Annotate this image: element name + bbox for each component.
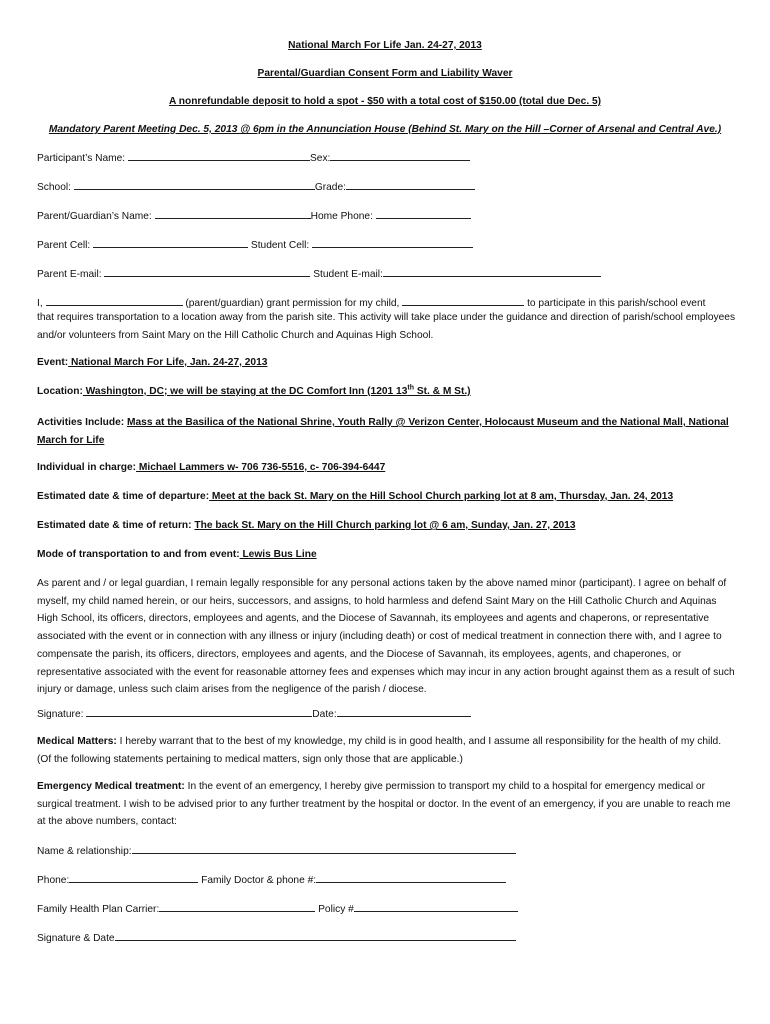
participant-name-field[interactable] <box>128 150 310 161</box>
return-label: Estimated date & time of return: <box>37 520 192 531</box>
health-plan-row <box>37 901 518 915</box>
transport-row <box>37 549 317 560</box>
emergency-treatment <box>37 778 737 831</box>
emergency-label: Emergency Medical treatment: <box>37 781 185 792</box>
incharge-value: Michael Lammers w- 706 736-5516, c- 706-394-6447 <box>136 462 386 473</box>
event-label: Event: <box>37 357 69 368</box>
school-field[interactable] <box>74 179 315 190</box>
name-relationship-row <box>37 843 516 857</box>
signature-date-label: Signature & Date <box>37 933 115 944</box>
location-value <box>83 386 471 397</box>
location-value-a: Washington, DC; we will be staying at the DC Comfort Inn (1201 13 <box>82 386 408 397</box>
medical-matters <box>37 733 737 768</box>
form-subtitle: Parental/Guardian Consent Form and Liability Waver <box>257 68 513 79</box>
emergency-text: In the event of an emergency, I hereby give permission to transport my child to a hospital for emergency medical or surgical treatment. I wish to be advised prior to any further treatment by the hospital or doctor. In the event of an emergency, if you are unable to reach me at the above numbers, contact: <box>37 781 731 827</box>
activities-label: Activities Include: <box>37 417 125 428</box>
date-label: Date: <box>312 709 337 720</box>
transport-label: Mode of transportation to and from event: <box>37 549 240 560</box>
return-row <box>37 520 576 531</box>
family-doctor-label: Family Doctor & phone #: <box>201 875 317 886</box>
name-relationship-label: Name & relationship: <box>37 846 132 857</box>
guardian-permission-field[interactable] <box>46 295 183 306</box>
guardian-name-field[interactable] <box>155 208 311 219</box>
incharge-label: Individual in charge: <box>37 462 137 473</box>
activities-value: Mass at the Basilica of the National Shrine, Youth Rally @ Verizon Center, Holocaust Museum and the National Mall, National March for Life <box>37 417 729 446</box>
permission-mid: (parent/guardian) grant permission for my child, <box>185 298 400 309</box>
cell-row <box>37 237 473 251</box>
event-row <box>37 357 267 368</box>
parent-email-field[interactable] <box>104 266 310 277</box>
parent-cell-field[interactable] <box>93 237 248 248</box>
health-plan-field[interactable] <box>159 901 315 912</box>
school-label: School: <box>37 182 71 193</box>
signature-field[interactable] <box>86 706 312 717</box>
location-label: Location: <box>37 386 83 397</box>
signature-label: Signature: <box>37 709 84 720</box>
signature-row <box>37 706 471 720</box>
location-sup: th <box>407 384 414 392</box>
event-value: National March For Life, Jan. 24-27, 2013 <box>68 357 268 368</box>
policy-field[interactable] <box>354 901 518 912</box>
departure-row <box>37 491 673 502</box>
health-plan-label: Family Health Plan Carrier: <box>37 904 160 915</box>
sex-field[interactable] <box>330 150 470 161</box>
grade-label: Grade: <box>314 182 346 193</box>
permission-i: I, <box>37 298 43 309</box>
permission-text: that requires transportation to a location away from the parish site. This activity will take place under the guidance and direction of parish/school employees and/or volunteers from Saint Mary on the Hill Catholic Church and Aquinas High School. <box>37 312 736 341</box>
liability-waiver-text: As parent and / or legal guardian, I remain legally responsible for any personal actions taken by the above named minor (participant). I agree on behalf of myself, my child named herein, or our heirs, successors, and assigns, to hold harmless and defend Saint Mary on the Hill Catholic Church and Aquinas High School, its officers, directors, employees and agents, and the Diocese of Savannah, its employees and agents and chaperons, or representative associated with the event or in connection with any illness or injury (including death) or cost of medical treatment in connection there with, and I agree to compensate the parish, its officers, directors, employees and agents, and the Diocese of Savannah, its employees, agents, and chaperones, or representative associated with the event for reasonable attorney fees and expenses which may incur in any action brought against them as a result of such injury or damage, unless such claim arises from the negligence of the parish / diocese. <box>37 578 735 696</box>
signature-date-row <box>37 930 516 944</box>
guardian-row <box>37 208 471 222</box>
family-doctor-field[interactable] <box>316 872 506 883</box>
phone-label: Phone: <box>37 875 70 886</box>
student-email-field[interactable] <box>383 266 601 277</box>
name-relationship-field[interactable] <box>132 843 516 854</box>
transport-value: Lewis Bus Line <box>239 549 317 560</box>
permission-line <box>37 295 705 309</box>
signature-date-field[interactable] <box>115 930 516 941</box>
grade-field[interactable] <box>346 179 475 190</box>
parent-meeting-notice: Mandatory Parent Meeting Dec. 5, 2013 @ 6pm in the Annunciation House (Behind St. Mary on the Hill –Corner of Arsenal and Central Ave.) <box>48 124 722 135</box>
participant-name-row <box>37 150 470 164</box>
activities-row <box>37 414 737 449</box>
student-cell-label: Student Cell: <box>250 240 310 251</box>
location-row <box>37 386 471 397</box>
child-name-field[interactable] <box>402 295 524 306</box>
student-cell-field[interactable] <box>312 237 473 248</box>
parent-cell-label: Parent Cell: <box>37 240 91 251</box>
departure-label: Estimated date & time of departure: <box>37 491 210 502</box>
incharge-row <box>37 462 385 473</box>
home-phone-field[interactable] <box>376 208 471 219</box>
phone-field[interactable] <box>69 872 198 883</box>
date-field[interactable] <box>337 706 471 717</box>
deposit-notice: A nonrefundable deposit to hold a spot - $50 with a total cost of $150.00 (total due Dec. 5) <box>168 96 602 107</box>
form-title: National March For Life Jan. 24-27, 2013 <box>288 40 482 51</box>
return-value: The back St. Mary on the Hill Church parking lot @ 6 am, Sunday, Jan. 27, 2013 <box>194 520 576 531</box>
school-row <box>37 179 475 193</box>
medical-text: I hereby warrant that to the best of my knowledge, my child is in good health, and I assume all responsibility for the health of my child. (Of the following statements pertaining to medical matters, sign only those that are applicable.) <box>37 736 722 765</box>
email-row <box>37 266 601 280</box>
participant-name-label: Participant’s Name: <box>37 153 126 164</box>
guardian-name-label: Parent/Guardian’s Name: <box>37 211 152 222</box>
permission-end: to participate in this parish/school event <box>527 298 706 309</box>
phone-row <box>37 872 506 886</box>
parent-email-label: Parent E-mail: <box>37 269 102 280</box>
departure-value: Meet at the back St. Mary on the Hill School Church parking lot at 8 am, Thursday, Jan. 24, 2013 <box>209 491 674 502</box>
policy-label: Policy # <box>318 904 354 915</box>
home-phone-label: Home Phone: <box>310 211 373 222</box>
medical-label: Medical Matters: <box>37 736 117 747</box>
student-email-label: Student E-mail: <box>313 269 383 280</box>
sex-label: Sex: <box>309 153 331 164</box>
location-value-b: St. & M St.) <box>413 386 471 397</box>
